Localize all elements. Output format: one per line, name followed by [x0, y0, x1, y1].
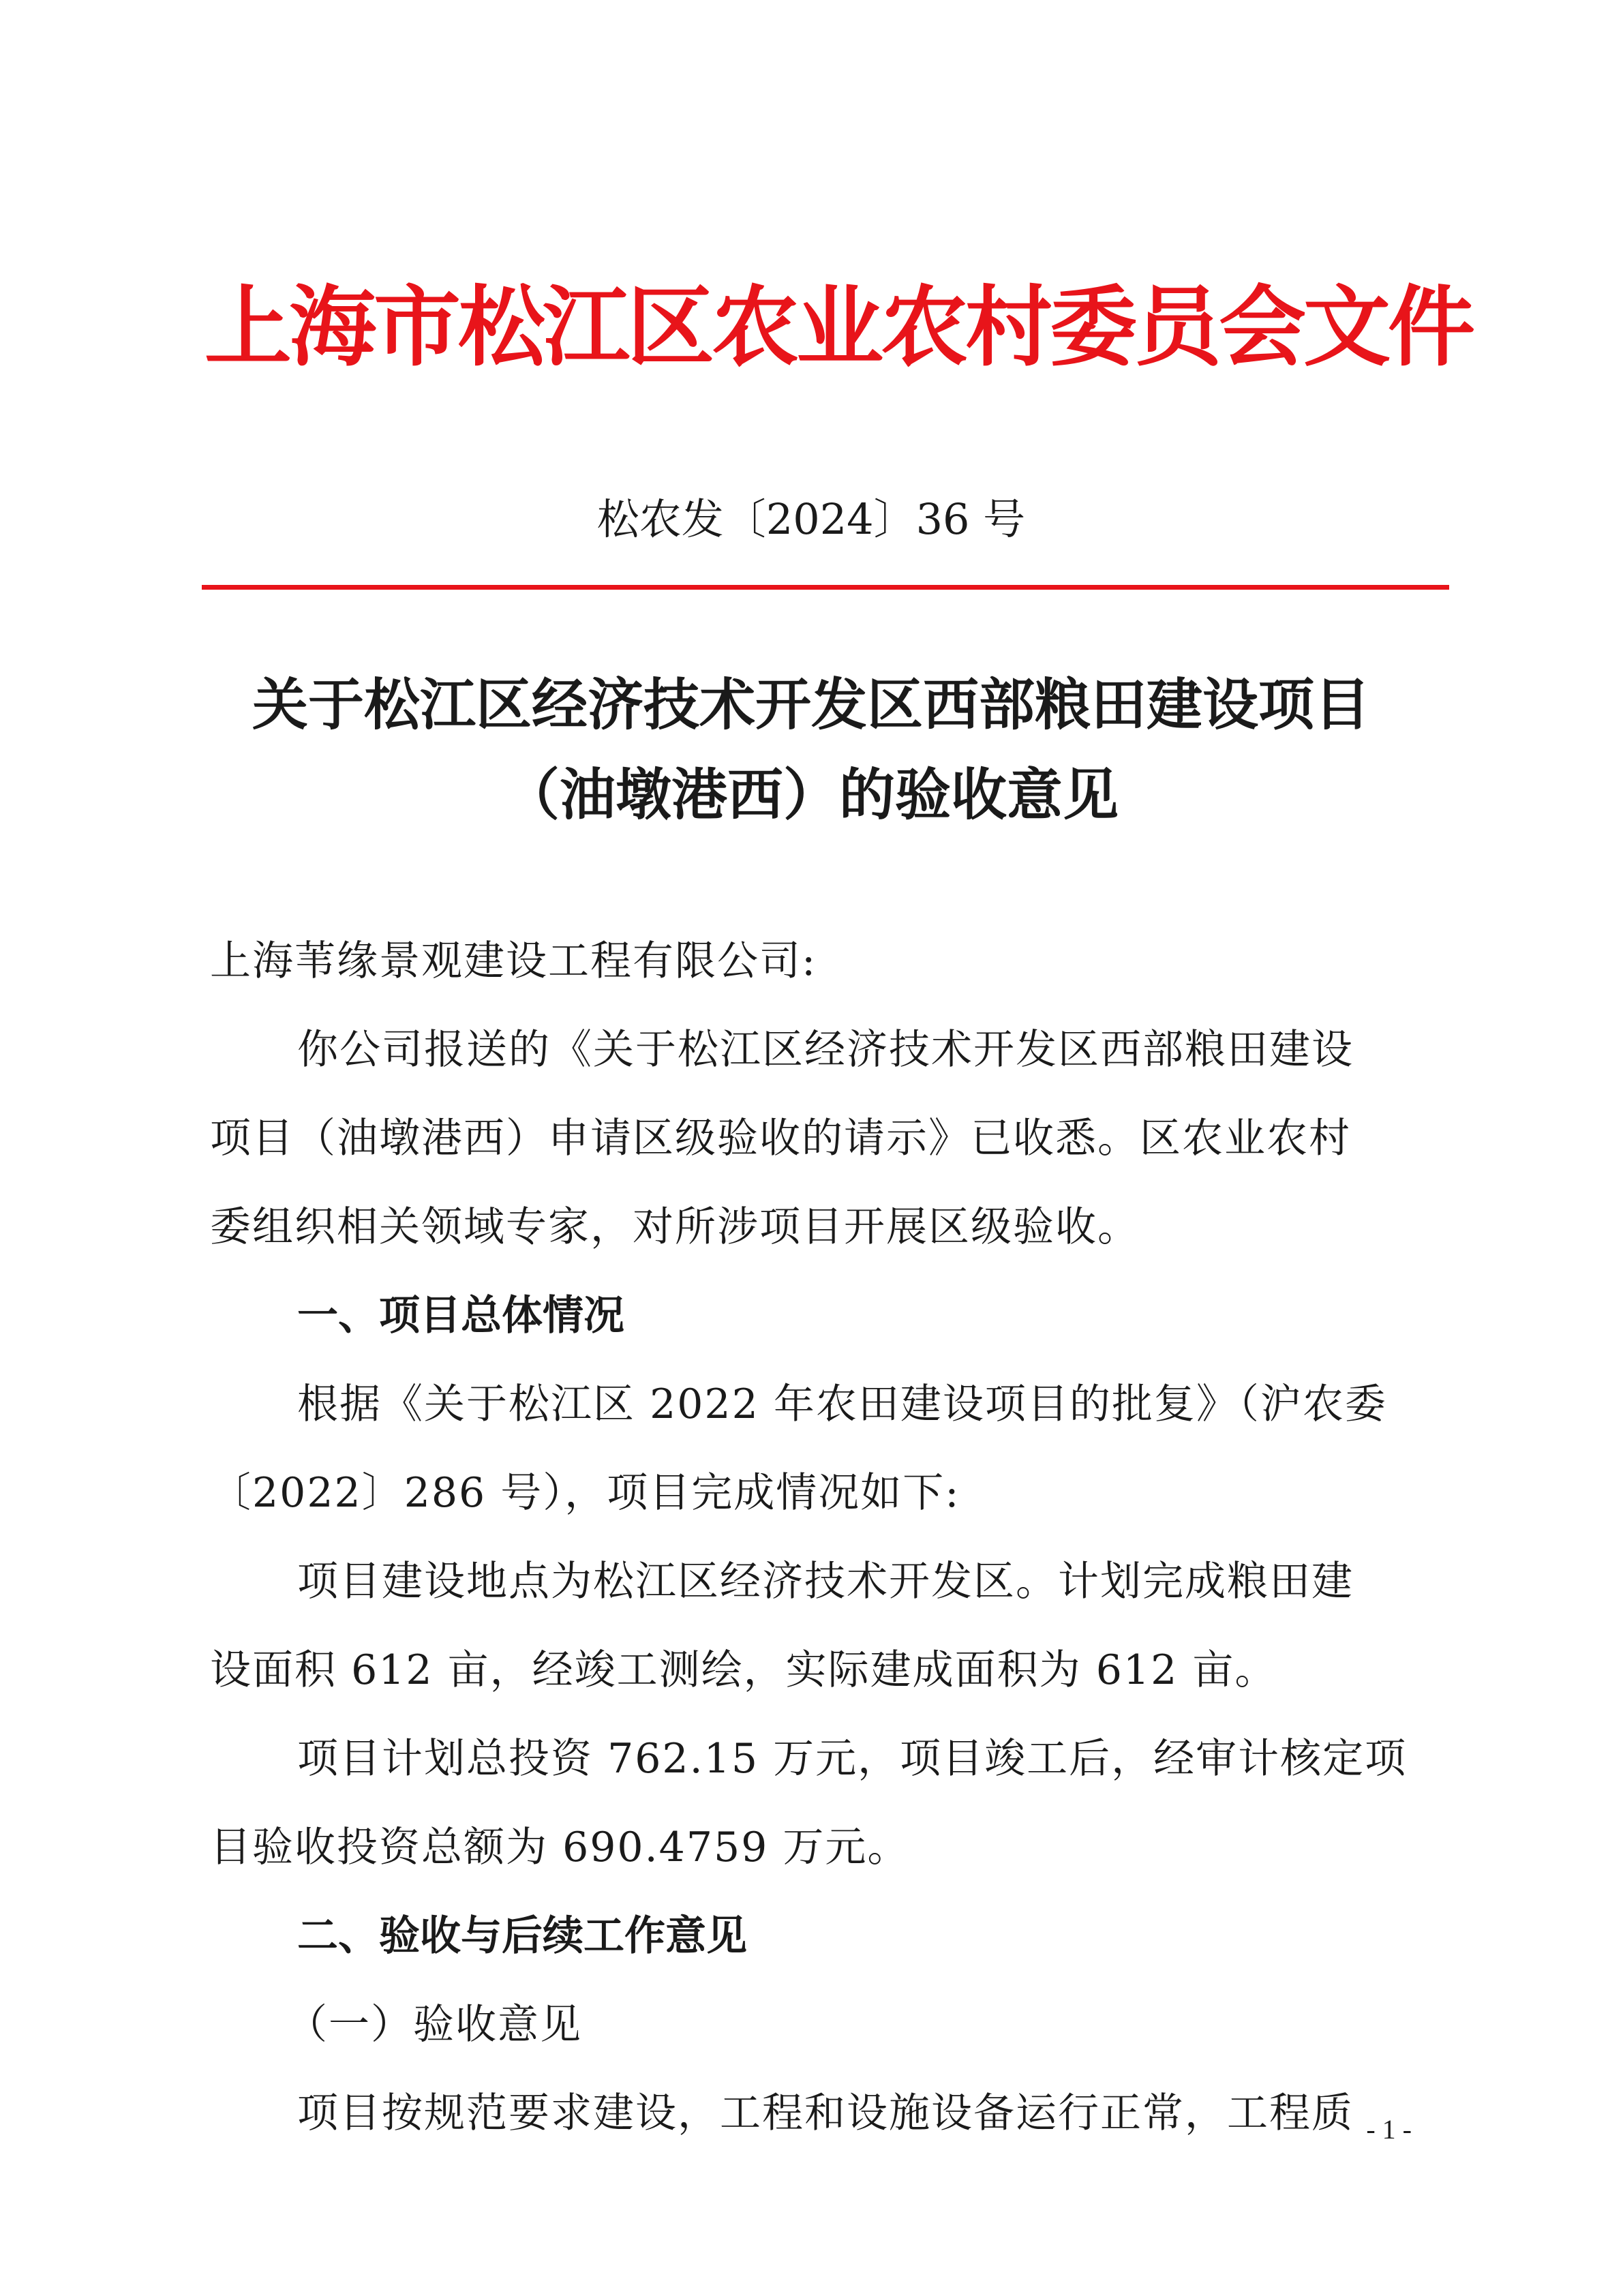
body-line: 根据《关于松江区 2022 年农田建设项目的批复》（沪农委 — [297, 1380, 1387, 1428]
document-number: 松农发〔2024〕36 号 — [596, 494, 1026, 544]
page-number: - 1 - — [1366, 2114, 1412, 2145]
section-heading-overview: 一、项目总体情况 — [297, 1292, 624, 1340]
body-line: 项目按规范要求建设，工程和设施设备运行正常，工程质 — [297, 2089, 1354, 2137]
body-line: 〔2022〕286 号），项目完成情况如下: — [210, 1469, 960, 1517]
red-divider-rule — [202, 585, 1449, 590]
title-line-1: 关于松江区经济技术开发区西部粮田建设项目 — [252, 672, 1370, 738]
addressee: 上海苇缘景观建设工程有限公司: — [210, 937, 817, 985]
body-line: 项目（油墩港西）申请区级验收的请示》已收悉。区农业农村 — [210, 1115, 1351, 1162]
body-line: 项目建设地点为松江区经济技术开发区。计划完成粮田建 — [297, 1558, 1354, 1605]
body-line: 设面积 612 亩，经竣工测绘，实际建成面积为 612 亩。 — [210, 1646, 1277, 1694]
document-title — [191, 660, 1431, 840]
section-heading-acceptance: 二、验收与后续工作意见 — [297, 1912, 747, 1960]
title-line-2: （油墩港西）的验收意见 — [503, 762, 1119, 828]
subsection-heading-opinion: （一）验收意见 — [286, 2001, 582, 2049]
agency-masthead: 上海市松江区农业农村委员会文件 — [204, 276, 1473, 378]
body-line: 项目计划总投资 762.15 万元，项目竣工后，经审计核定项 — [297, 1735, 1408, 1783]
body-line: 委组织相关领域专家，对所涉项目开展区级验收。 — [210, 1203, 1140, 1251]
body-line: 你公司报送的《关于松江区经济技术开发区西部粮田建设 — [297, 1026, 1354, 1074]
document-body — [210, 917, 1437, 2158]
body-line: 目验收投资总额为 690.4759 万元。 — [210, 1824, 910, 1871]
